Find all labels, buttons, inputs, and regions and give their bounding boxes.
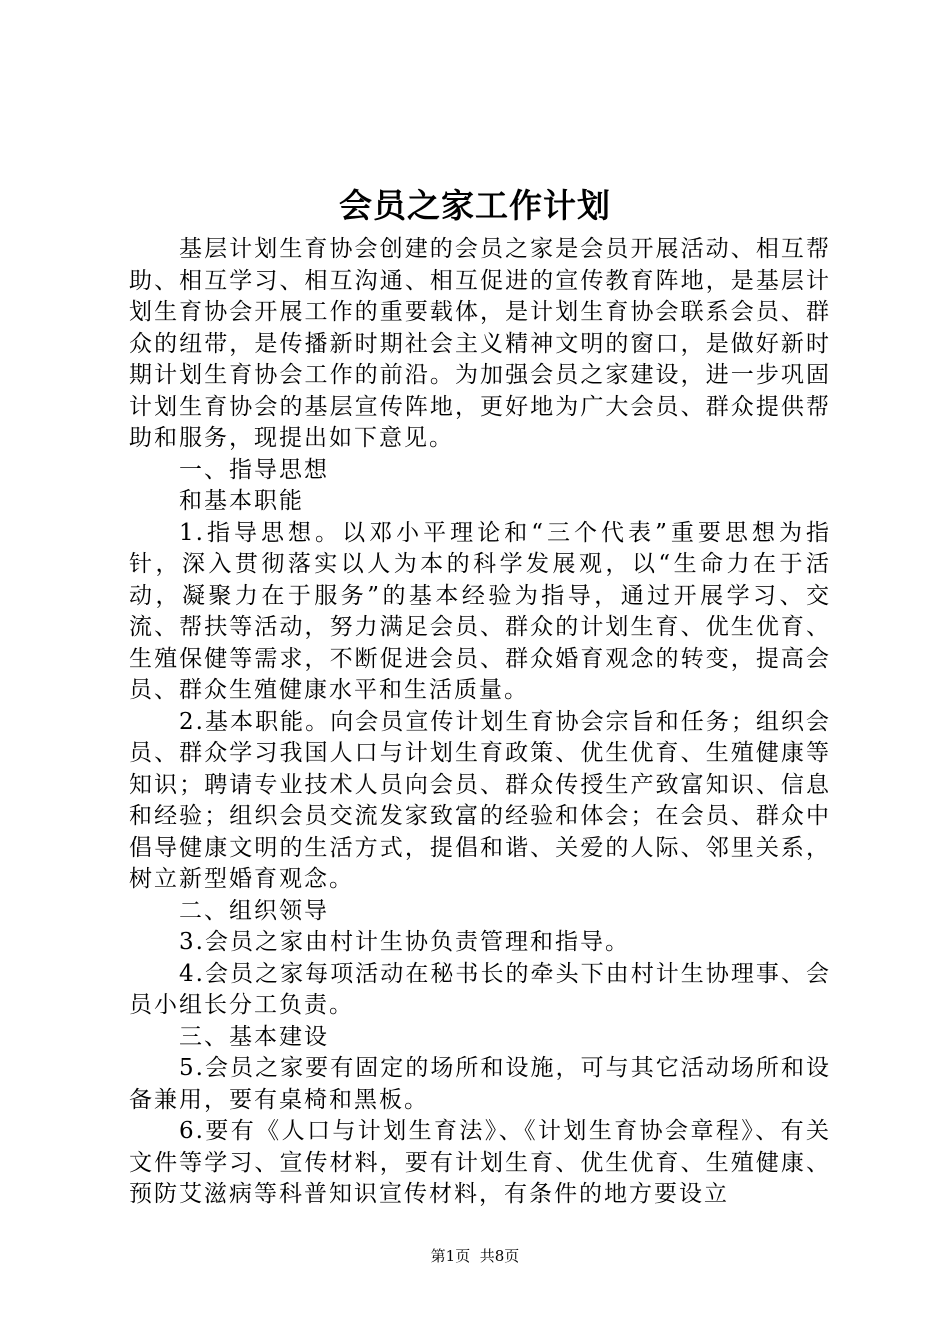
paragraph-item-5: 5.会员之家要有固定的场所和设施，可与其它活动场所和设备兼用，要有桌椅和黑板。 xyxy=(129,1055,831,1113)
section-heading-organization: 二、组织领导 xyxy=(179,897,329,924)
paragraph-intro: 基层计划生育协会创建的会员之家是会员开展活动、相互帮助、相互学习、相互沟通、相互促进的宣传教育阵地，是基层计划生育协会开展工作的重要载体，是计划生育协会联系会员、群众的纽带，是传播新时期社会主义精神文明的窗口，是做好新时期计划生育协会工作的前沿。为加强会员之家建设，进一步巩固计划生育协会的基层宣传阵地，更好地为广大会员、群众提供帮助和服务，现提出如下意见。 xyxy=(129,236,831,451)
paragraph-item-6: 6.要有《人口与计划生育法》、《计划生育协会章程》、有关文件等学习、宣传材料，要有计划生育、优生优育、生殖健康、预防艾滋病等科普知识宣传材料，有条件的地方要设立 xyxy=(129,1118,831,1207)
document-body xyxy=(129,234,831,1211)
page-number: 第1页 xyxy=(430,1247,471,1265)
page-footer xyxy=(0,1246,950,1266)
footer-spacer xyxy=(470,1247,480,1265)
paragraph-item-3: 3.会员之家由村计生协负责管理和指导。 xyxy=(179,929,630,955)
paragraph-item-4: 4.会员之家每项活动在秘书长的牵头下由村计生协理事、会员小组长分工负责。 xyxy=(129,960,831,1018)
page-total: 共8页 xyxy=(479,1247,520,1265)
paragraph-item-2: 2.基本职能。向会员宣传计划生育协会宗旨和任务；组织会员、群众学习我国人口与计划生育政策、优生优育、生殖健康等知识；聘请专业技术人员向会员、群众传授生产致富知识、信息和经验；组织会员交流发家致富的经验和体会；在会员、群众中倡导健康文明的生活方式，提倡和谐、关爱的人际、邻里关系，树立新型婚育观念。 xyxy=(129,708,831,892)
section-heading-basic-functions: 和基本职能 xyxy=(179,488,304,514)
document-title: 会员之家工作计划 xyxy=(339,186,611,225)
paragraph-item-1: 1.指导思想。以邓小平理论和“三个代表”重要思想为指针，深入贯彻落实以人为本的科学发展观，以“生命力在于活动，凝聚力在于服务”的基本经验为指导，通过开展学习、交流、帮扶等活动，努力满足会员、群众的计划生育、优生优育、生殖保健等需求，不断促进会员、群众婚育观念的转变，提高会员、群众生殖健康水平和生活质量。 xyxy=(129,519,831,703)
section-heading-construction: 三、基本建设 xyxy=(179,1023,329,1050)
section-heading-guiding-ideology: 一、指导思想 xyxy=(179,456,329,483)
